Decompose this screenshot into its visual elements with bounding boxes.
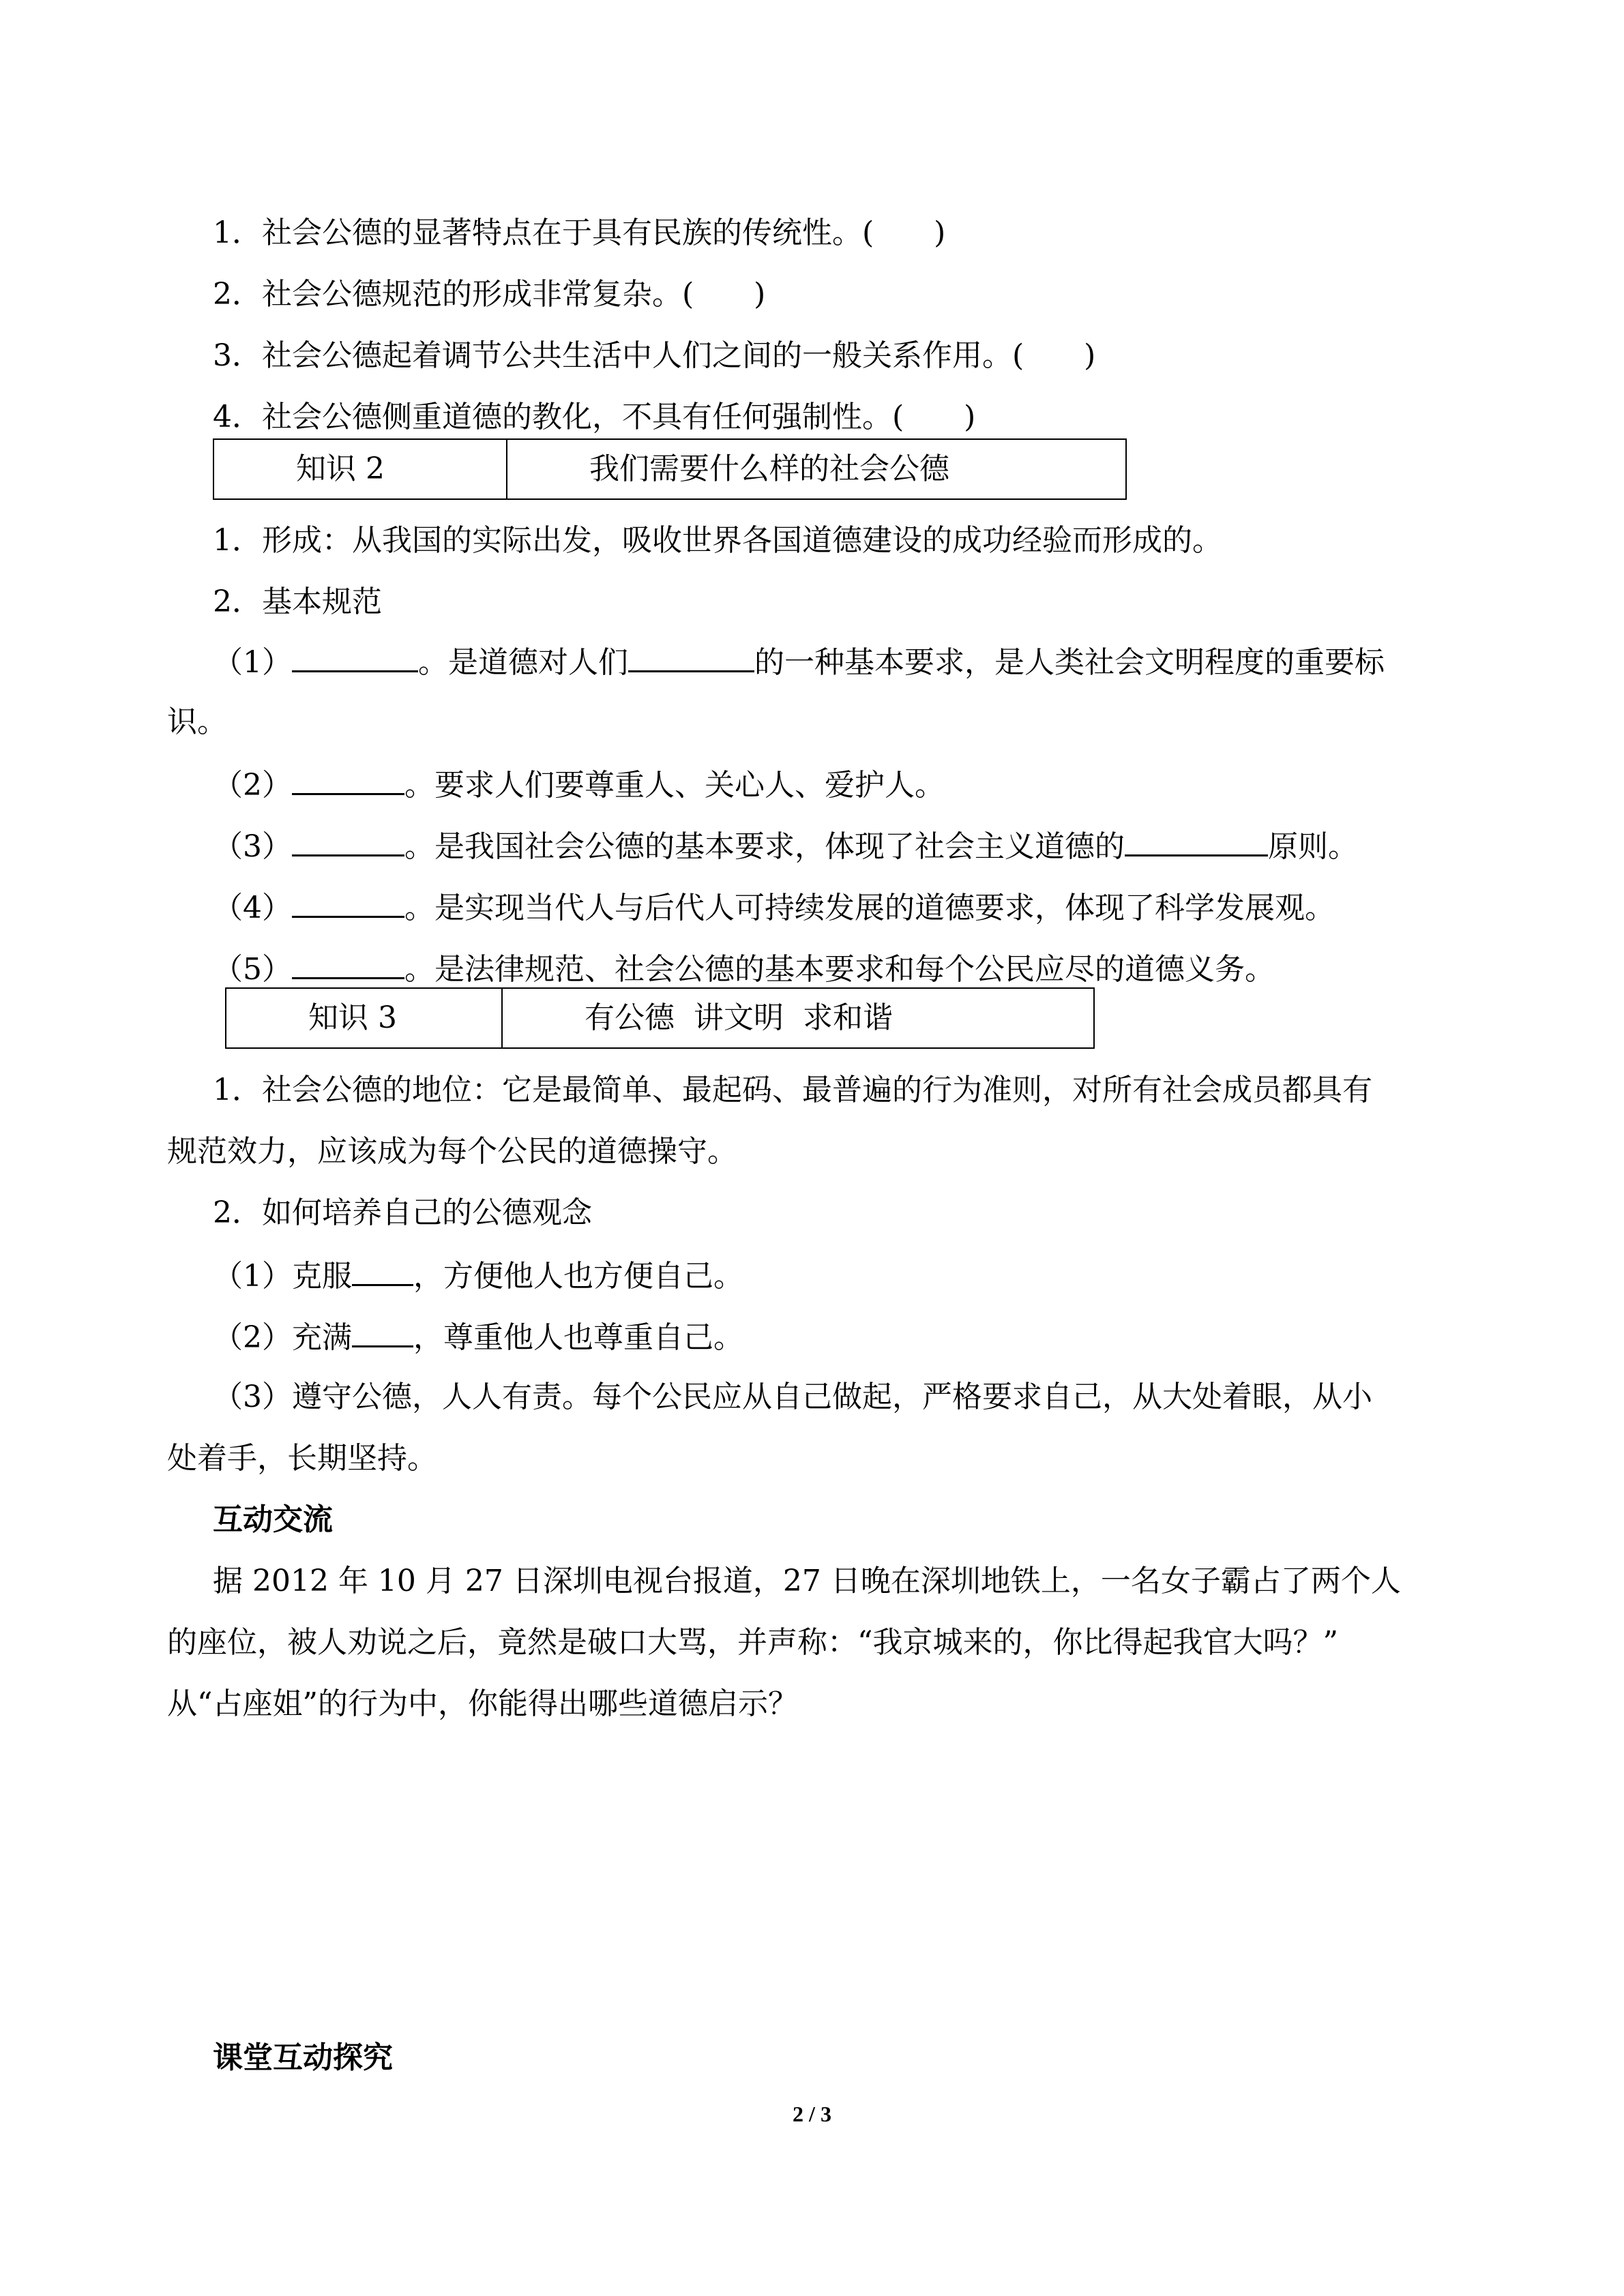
knowledge2-title: 我们需要什么样的社会公德	[589, 451, 949, 486]
norm-2-number: （2）	[213, 768, 292, 803]
interaction-heading: 互动交流	[213, 1502, 333, 1537]
norm-2-blank	[292, 763, 404, 795]
norm-1-blank-2	[628, 640, 754, 672]
norm-3-blank-2	[1125, 824, 1268, 856]
norm-1-text-c: 的一种基本要求，是人类社会文明程度的重要标	[754, 645, 1385, 680]
cultivate-2-blank	[352, 1315, 413, 1347]
knowledge2-label: 知识 2	[214, 440, 507, 498]
norm-2	[213, 763, 945, 806]
cultivate-2-text-b: ，尊重他人也尊重自己。	[413, 1320, 743, 1355]
cultivate-1	[213, 1254, 743, 1297]
norm-4	[213, 886, 1335, 929]
knowledge2-header-box	[213, 438, 1127, 500]
norm-2-text: 。要求人们要尊重人、关心人、爱护人。	[404, 768, 945, 803]
cultivate-1-blank	[352, 1254, 413, 1286]
norm-3-text-b: 。是我国社会公德的基本要求，体现了社会主义道德的	[404, 829, 1125, 864]
norm-1-line2: 识。	[167, 704, 227, 739]
knowledge3-label: 知识 3	[226, 989, 503, 1047]
norm-5-text: 。是法律规范、社会公德的基本要求和每个公民应尽的道德义务。	[404, 952, 1275, 987]
classroom-heading: 课堂互动探究	[213, 2040, 393, 2075]
norm-1-line1	[213, 640, 1385, 683]
norm-1-text-b: 。是道德对人们	[418, 645, 628, 680]
norm-5-number: （5）	[213, 952, 292, 987]
tf-item-2: 2．社会公德规范的形成非常复杂。( )	[213, 277, 766, 312]
knowledge3-status-line1: 1．社会公德的地位：它是最简单、最起码、最普遍的行为准则，对所有社会成员都具有	[213, 1073, 1372, 1107]
cultivate-1-text-b: ，方便他人也方便自己。	[413, 1259, 743, 1294]
norm-3-blank-1	[292, 824, 404, 856]
norm-3-text-c: 原则。	[1268, 829, 1358, 864]
tf-item-1: 1．社会公德的显著特点在于具有民族的传统性。( )	[213, 215, 946, 250]
knowledge3-cultivate-heading: 2．如何培养自己的公德观念	[213, 1195, 592, 1230]
norm-4-number: （4）	[213, 891, 292, 925]
norm-3-number: （3）	[213, 829, 292, 864]
cultivate-3-line1: （3）遵守公德，人人有责。每个公民应从自己做起，严格要求自己，从大处着眼，从小	[213, 1380, 1372, 1414]
norm-5-blank	[292, 947, 404, 979]
page-number: 2 / 3	[793, 2102, 831, 2126]
interaction-line1: 据 2012 年 10 月 27 日深圳电视台报道，27 日晚在深圳地铁上，一名女子霸占了两个人	[213, 1564, 1401, 1598]
cultivate-2-text-a: （2）充满	[213, 1320, 352, 1355]
cultivate-3-line2: 处着手，长期坚持。	[167, 1441, 437, 1476]
interaction-line2: 的座位，被人劝说之后，竟然是破口大骂，并声称：“我京城来的，你比得起我官大吗？”	[167, 1625, 1338, 1660]
knowledge3-header-box	[225, 987, 1095, 1049]
knowledge3-title: 有公德 讲文明 求和谐	[585, 1000, 893, 1035]
knowledge3-status-line2: 规范效力，应该成为每个公民的道德操守。	[167, 1134, 737, 1169]
tf-item-3: 3．社会公德起着调节公共生活中人们之间的一般关系作用。( )	[213, 338, 1096, 373]
tf-item-4: 4．社会公德侧重道德的教化，不具有任何强制性。( )	[213, 400, 976, 434]
norm-1-number: （1）	[213, 645, 292, 680]
norm-1-blank-1	[292, 640, 418, 672]
norm-3	[213, 824, 1358, 867]
cultivate-2	[213, 1315, 743, 1358]
knowledge2-basic-norms-heading: 2．基本规范	[213, 584, 382, 619]
norm-4-text: 。是实现当代人与后代人可持续发展的道德要求，体现了科学发展观。	[404, 891, 1335, 925]
cultivate-1-text-a: （1）克服	[213, 1259, 352, 1294]
norm-4-blank	[292, 886, 404, 918]
norm-5	[213, 947, 1275, 990]
knowledge2-formation: 1．形成：从我国的实际出发，吸收世界各国道德建设的成功经验而形成的。	[213, 523, 1222, 558]
interaction-line3: 从“占座姐”的行为中，你能得出哪些道德启示？	[167, 1686, 798, 1721]
